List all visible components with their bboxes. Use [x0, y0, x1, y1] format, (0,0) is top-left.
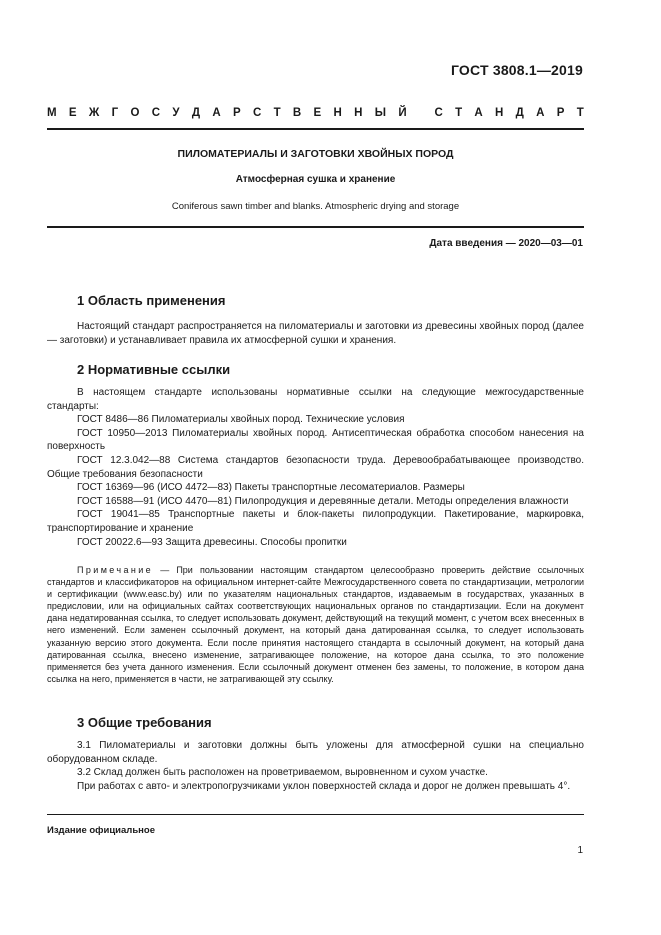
- banner-letter: Е: [68, 107, 77, 119]
- banner-letter: Т: [576, 107, 584, 119]
- banner-letter: Ж: [88, 107, 100, 119]
- banner-letter: Н: [495, 107, 504, 119]
- banner-letter: А: [474, 107, 483, 119]
- section-2-body: [47, 386, 584, 549]
- banner-letter: Д: [191, 107, 201, 119]
- section-2-note: [47, 564, 584, 685]
- paragraph: В настоящем стандарте использованы нормативные ссылки на следующие межгосударственные стандарты:: [47, 387, 584, 412]
- reference-item: ГОСТ 10950—2013 Пиломатериалы хвойных пород. Антисептическая обработка способом нанесения на поверхность: [47, 427, 584, 453]
- paragraph: Настоящий стандарт распространяется на пиломатериалы и заготовки из древесины хвойных пород (далее — заготовки) и устанавливает правила их атмосферной сушки и хранения.: [47, 321, 584, 346]
- reference-item: ГОСТ 16369—96 (ИСО 4472—83) Пакеты транспортные лесоматериалов. Размеры: [77, 482, 465, 494]
- banner-letter: У: [172, 107, 180, 119]
- banner-letter: Н: [354, 107, 363, 119]
- banner-letter: Д: [515, 107, 524, 119]
- document-title: ПИЛОМАТЕРИАЛЫ И ЗАГОТОВКИ ХВОЙНЫХ ПОРОД: [177, 148, 454, 160]
- reference-item: ГОСТ 16588—91 (ИСО 4470—81) Пилопродукция и деревянные детали. Методы определения влажности: [77, 495, 569, 507]
- banner-letter: А: [536, 107, 545, 119]
- reference-item: ГОСТ 19041—85 Транспортные пакеты и блок-пакеты пилопродукции. Пакетирование, маркировка, транспортирование и хранение: [47, 509, 584, 534]
- banner-letter: С: [434, 107, 443, 119]
- banner-letter: В: [292, 107, 302, 119]
- reference-item: ГОСТ 12.3.042—88 Система стандартов безопасности труда. Деревообрабатывающее производство. Общие требования безопасности: [47, 454, 584, 480]
- paragraph: 3.2 Склад должен быть расположен на проветриваемом, выровненном и сухом участке.: [77, 767, 488, 779]
- paragraph: При работах с авто- и электропогрузчиками уклон поверхностей склада и дорог не должен превышать 4°.: [77, 780, 571, 792]
- reference-item: ГОСТ 20022.6—93 Защита древесины. Способы пропитки: [77, 536, 347, 548]
- banner-letter: Й: [398, 107, 407, 119]
- edition-label: Издание официальное: [47, 825, 155, 836]
- section-3-body: [47, 739, 584, 793]
- banner-letter: Г: [111, 107, 119, 119]
- banner-letter: О: [130, 107, 140, 119]
- note-paragraph: [47, 564, 584, 685]
- banner-letter: М: [47, 107, 57, 119]
- banner-letter: Р: [232, 107, 241, 119]
- banner-letter: Т: [273, 107, 281, 119]
- section-1-heading: 1 Область применения: [77, 293, 226, 308]
- note-body: — При пользовании настоящим стандартом целесообразно проверить действие ссылочных стандартов и классификаторов на официальном интернет-сайте Межгосударственного совета по стандартизации, метрологии и сертификации (www.easc.by) или по указателям национальных стандартов, издаваемым в государствах, указанных в предисловии, или на официальных сайтах соответствующих национальных органов по стандартизации. Если на документ дана недатированная ссылка, то следует использовать документ, действующий на текущий момент, с учетом всех внесенных в него изменений. Если заменен ссылочный документ, на который дана датированная ссылка, то следует использовать указанную версию этого документа. Если после принятия настоящего стандарта в ссылочный документ, на который дана датированная ссылка, внесено изменение, затрагивающее положение, на которое дана ссылка, то это положение применяется без учета данного изменения. Если ссылочный документ отменен без замены, то положение, в котором дана ссылка на него, применяется в части, не затрагивающей эту ссылку.: [47, 565, 584, 684]
- interstate-standard-banner: [47, 107, 584, 119]
- note-label: Примечание: [77, 565, 154, 575]
- footer-rule: [47, 814, 584, 815]
- introduction-date: Дата введения — 2020—03—01: [429, 238, 583, 249]
- document-number: ГОСТ 3808.1—2019: [450, 62, 583, 78]
- section-3-heading: 3 Общие требования: [77, 715, 212, 730]
- banner-letter: Е: [313, 107, 322, 119]
- document-title-english: Coniferous sawn timber and blanks. Atmospheric drying and storage: [171, 201, 460, 212]
- section-2-heading: 2 Нормативные ссылки: [77, 362, 231, 377]
- banner-letter: [419, 107, 422, 119]
- section-1-body: [47, 320, 584, 347]
- banner-letter: С: [151, 107, 161, 119]
- title-rule: [47, 226, 584, 228]
- banner-letter: Т: [455, 107, 463, 119]
- banner-letter: С: [252, 107, 262, 119]
- banner-letter: Н: [333, 107, 342, 119]
- banner-letter: Р: [556, 107, 565, 119]
- banner-letter: Ы: [374, 107, 387, 119]
- top-rule: [47, 128, 584, 130]
- banner-letter: А: [212, 107, 221, 119]
- document-subtitle: Атмосферная сушка и хранение: [235, 174, 396, 185]
- reference-item: ГОСТ 8486—86 Пиломатериалы хвойных пород. Технические условия: [77, 414, 405, 426]
- paragraph: 3.1 Пиломатериалы и заготовки должны быть уложены для атмосферной сушки на специально оборудованном складе.: [47, 740, 584, 765]
- page-number: 1: [577, 845, 583, 856]
